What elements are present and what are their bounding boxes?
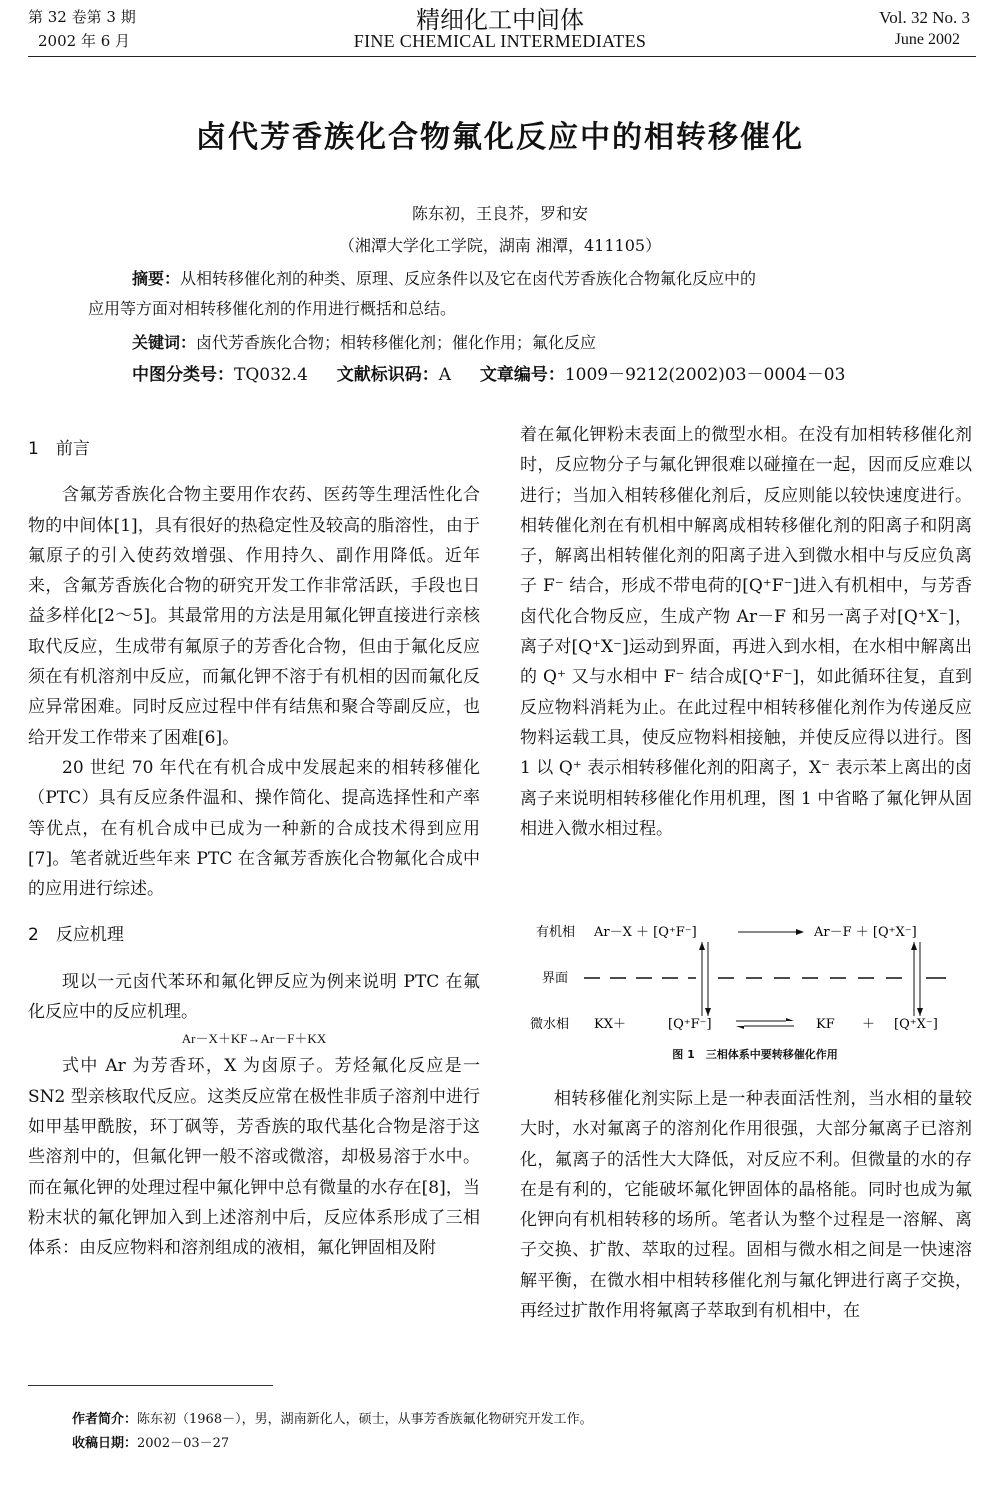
- figure-1-caption: 图 1 三相体系中要转移催化作用: [672, 1048, 838, 1061]
- organic-products: Ar－F ＋ [Q⁺X⁻]: [814, 925, 917, 940]
- down-arrow-right-head: [917, 1008, 923, 1016]
- authors: 陈东初，王良芥，罗和安: [411, 204, 588, 223]
- keywords-label: 关键词：: [132, 333, 197, 352]
- up-arrow-left-head: [699, 942, 705, 950]
- left-column: [28, 434, 480, 1263]
- aqueous-qx: [Q⁺X⁻]: [894, 1017, 938, 1032]
- received-date-label: 收稿日期：: [72, 1436, 138, 1451]
- paragraph-intro-1: 含氟芳香族化合物主要用作农药、医药等生理活性化合物的中间体[1]，具有很好的热稳定性及较高的脂溶性，由于氟原子的引入使药效增强、作用持久、副作用降低。近年来，含氟芳香族化合物的研究开发工作非常活跃，手段也日益多样化[2～5]。其最常用的方法是用氟化钾直接进行亲核取代反应，生成带有氟原子的芳香化合物，但由于氟化反应须在有机溶剂中反应，而氟化钾不溶于有机相的因而氟化反应异常困难。同时反应过程中伴有结焦和聚合等副反应，也给开发工作带来了困难[6]。: [28, 485, 480, 748]
- author-bio-text: 陈东初（1968－），男，湖南新化人，硕士，从事芳香族氟化物研究开发工作。: [137, 1412, 593, 1427]
- paragraph-mechanism-2: 式中 Ar 为芳香环，X 为卤原子。芳烃氟化反应是一SN2 型亲核取代反应。这类反应常在极性非质子溶剂中进行如甲基甲酰胺，环丁砜等，芳香族的取代基化合物是溶于这些溶剂中的，但氟化钾一般不溶或微溶，却极易溶于水中。而在氟化钾的处理过程中氟化钾中总有微量的水存在[8]，当粉末状的氟化钾加入到上述溶剂中后，反应体系形成了三相体系：由反应物料和溶剂组成的液相，氟化钾固相及附: [28, 1056, 480, 1259]
- date-cn: 2002 年 6 月: [38, 32, 131, 50]
- classification-line: [132, 360, 845, 385]
- paragraph-mechanism-1: 现以一元卤代苯环和氟化钾反应为例来说明 PTC 在氟化反应中的反应机理。: [28, 971, 480, 1023]
- volume-issue-en: Vol. 32 No. 3: [879, 8, 970, 27]
- article-no-label: 文章编号：: [479, 365, 565, 385]
- abstract-text-1: 从相转移催化剂的种类、原理、反应条件以及它在卤代芳香族化合物氟化反应中的: [180, 269, 757, 288]
- author-bio: [72, 1408, 593, 1427]
- paragraph-right-1: 着在氟化钾粉末表面上的微型水相。在没有加相转移催化剂时，反应物分子与氟化钾很难以碰撞在一起，因而反应难以进行；当加入相转移催化剂后，反应则能以较快速度进行。相转催化剂在有机相中解离成相转移催化剂的阳离子和阴离子，解离出相转催化剂的阳离子进入到微水相中与反应负离子 F⁻ 结合，形成不带电荷的[Q⁺F⁻]进入有机相中，与芳香卤代化合物反应，生成产物 Ar－F 和另一离子对[Q⁺X⁻]，离子对[Q⁺X⁻]运动到界面，再进入到水相，在水相中解离出的 Q⁺ 又与水相中 F⁻ 结合成[Q⁺F⁻]，如此循环往复，直到反应物料消耗为止。在此过程中相转移催化剂作为传递反应物料运载工具，使反应物料相接触，并使反应得以进行。图 1 以 Q⁺ 表示相转移催化剂的阳离子，X⁻ 表示苯上离出的卤离子来说明相转移催化作用机理，图 1 中省略了氟化钾从固相进入微水相过程。: [520, 425, 972, 839]
- section-2-heading: 2 反应机理: [28, 925, 124, 946]
- abstract-line-1: [132, 266, 756, 289]
- section-1-heading: 1 前言: [28, 439, 90, 459]
- interface-label: 界面: [542, 971, 569, 986]
- received-date: [72, 1432, 229, 1451]
- figure-1-diagram: [520, 918, 990, 1038]
- doc-code-value: A: [438, 365, 452, 385]
- received-date-value: 2002－03－27: [137, 1436, 230, 1451]
- article-no-value: 1009－9212(2002)03－0004－03: [564, 365, 846, 385]
- volume-issue-cn: 第 32 卷第 3 期: [28, 8, 136, 26]
- journal-title-en: FINE CHEMICAL INTERMEDIATES: [353, 31, 647, 51]
- aqueous-plus: ＋: [862, 1017, 876, 1032]
- footnote-rule: [28, 1385, 273, 1386]
- clc-value: TQ032.4: [234, 365, 308, 385]
- keywords-text: 卤代芳香族化合物；相转移催化剂；催化作用；氟化反应: [196, 333, 597, 352]
- affiliation: （湘潭大学化工学院，湖南 湘潭，411105）: [338, 236, 662, 255]
- paragraph-intro-2: 20 世纪 70 年代在有机合成中发展起来的相转移催化（PTC）具有反应条件温和、操作简化、提高选择性和产率等优点，在有机合成中已成为一种新的合成技术得到应用[7]。笔者就近些年来 PTC 在含氟芳香族化合物氟化合成中的应用进行综述。: [28, 757, 480, 900]
- paragraph-right-2: 相转移催化剂实际上是一种表面活性剂，当水相的量较大时，水对氟离子的溶剂化作用很强，大部分氟离子已溶剂化，氟离子的活性大大降低，对反应不利。但微量的水的存在是有利的，它能破坏氟化钾固体的晶格能。同时也成为氟化钾向有机相转移的场所。笔者认为整个过程是一溶解、离子交换、扩散、萃取的过程。固相与微水相之间是一快速溶解平衡，在微水相中相转移催化剂与氟化钾进行离子交换，再经过扩散作用将氟离子萃取到有机相中，在: [520, 1089, 972, 1322]
- right-column-top: [520, 420, 972, 844]
- article-title: 卤代芳香族化合物氟化反应中的相转移催化: [196, 120, 804, 155]
- keywords: [132, 330, 596, 353]
- journal-title-cn: 精细化工中间体: [416, 6, 584, 34]
- header-rule: [28, 56, 976, 57]
- abstract-label: 摘要：: [132, 269, 181, 288]
- aqueous-kx: KX＋: [594, 1017, 626, 1032]
- forward-arrow-head: [796, 929, 804, 935]
- abstract-text-2: 应用等方面对相转移催化剂的作用进行概括和总结。: [88, 299, 457, 318]
- reaction-equation: Ar－X＋KF→Ar－F＋KX: [181, 1031, 327, 1047]
- up-arrow-right-head: [911, 942, 917, 950]
- date-en: June 2002: [894, 31, 960, 48]
- aqueous-qf: [Q⁺F⁻]: [668, 1017, 712, 1032]
- right-column-bottom: [520, 1084, 972, 1326]
- down-arrow-left-head: [705, 1008, 711, 1016]
- author-bio-label: 作者简介：: [72, 1412, 138, 1427]
- organic-reactants: Ar－X ＋ [Q⁺F⁻]: [594, 925, 697, 940]
- aqueous-kf: KF: [816, 1017, 835, 1032]
- equilibrium-bottom-head: [736, 1026, 744, 1029]
- clc-label: 中图分类号：: [132, 365, 234, 385]
- aqueous-phase-label: 微水相: [530, 1017, 570, 1032]
- organic-phase-label: 有机相: [536, 925, 576, 940]
- equilibrium-top-head: [786, 1018, 794, 1021]
- doc-code-label: 文献标识码：: [336, 365, 439, 385]
